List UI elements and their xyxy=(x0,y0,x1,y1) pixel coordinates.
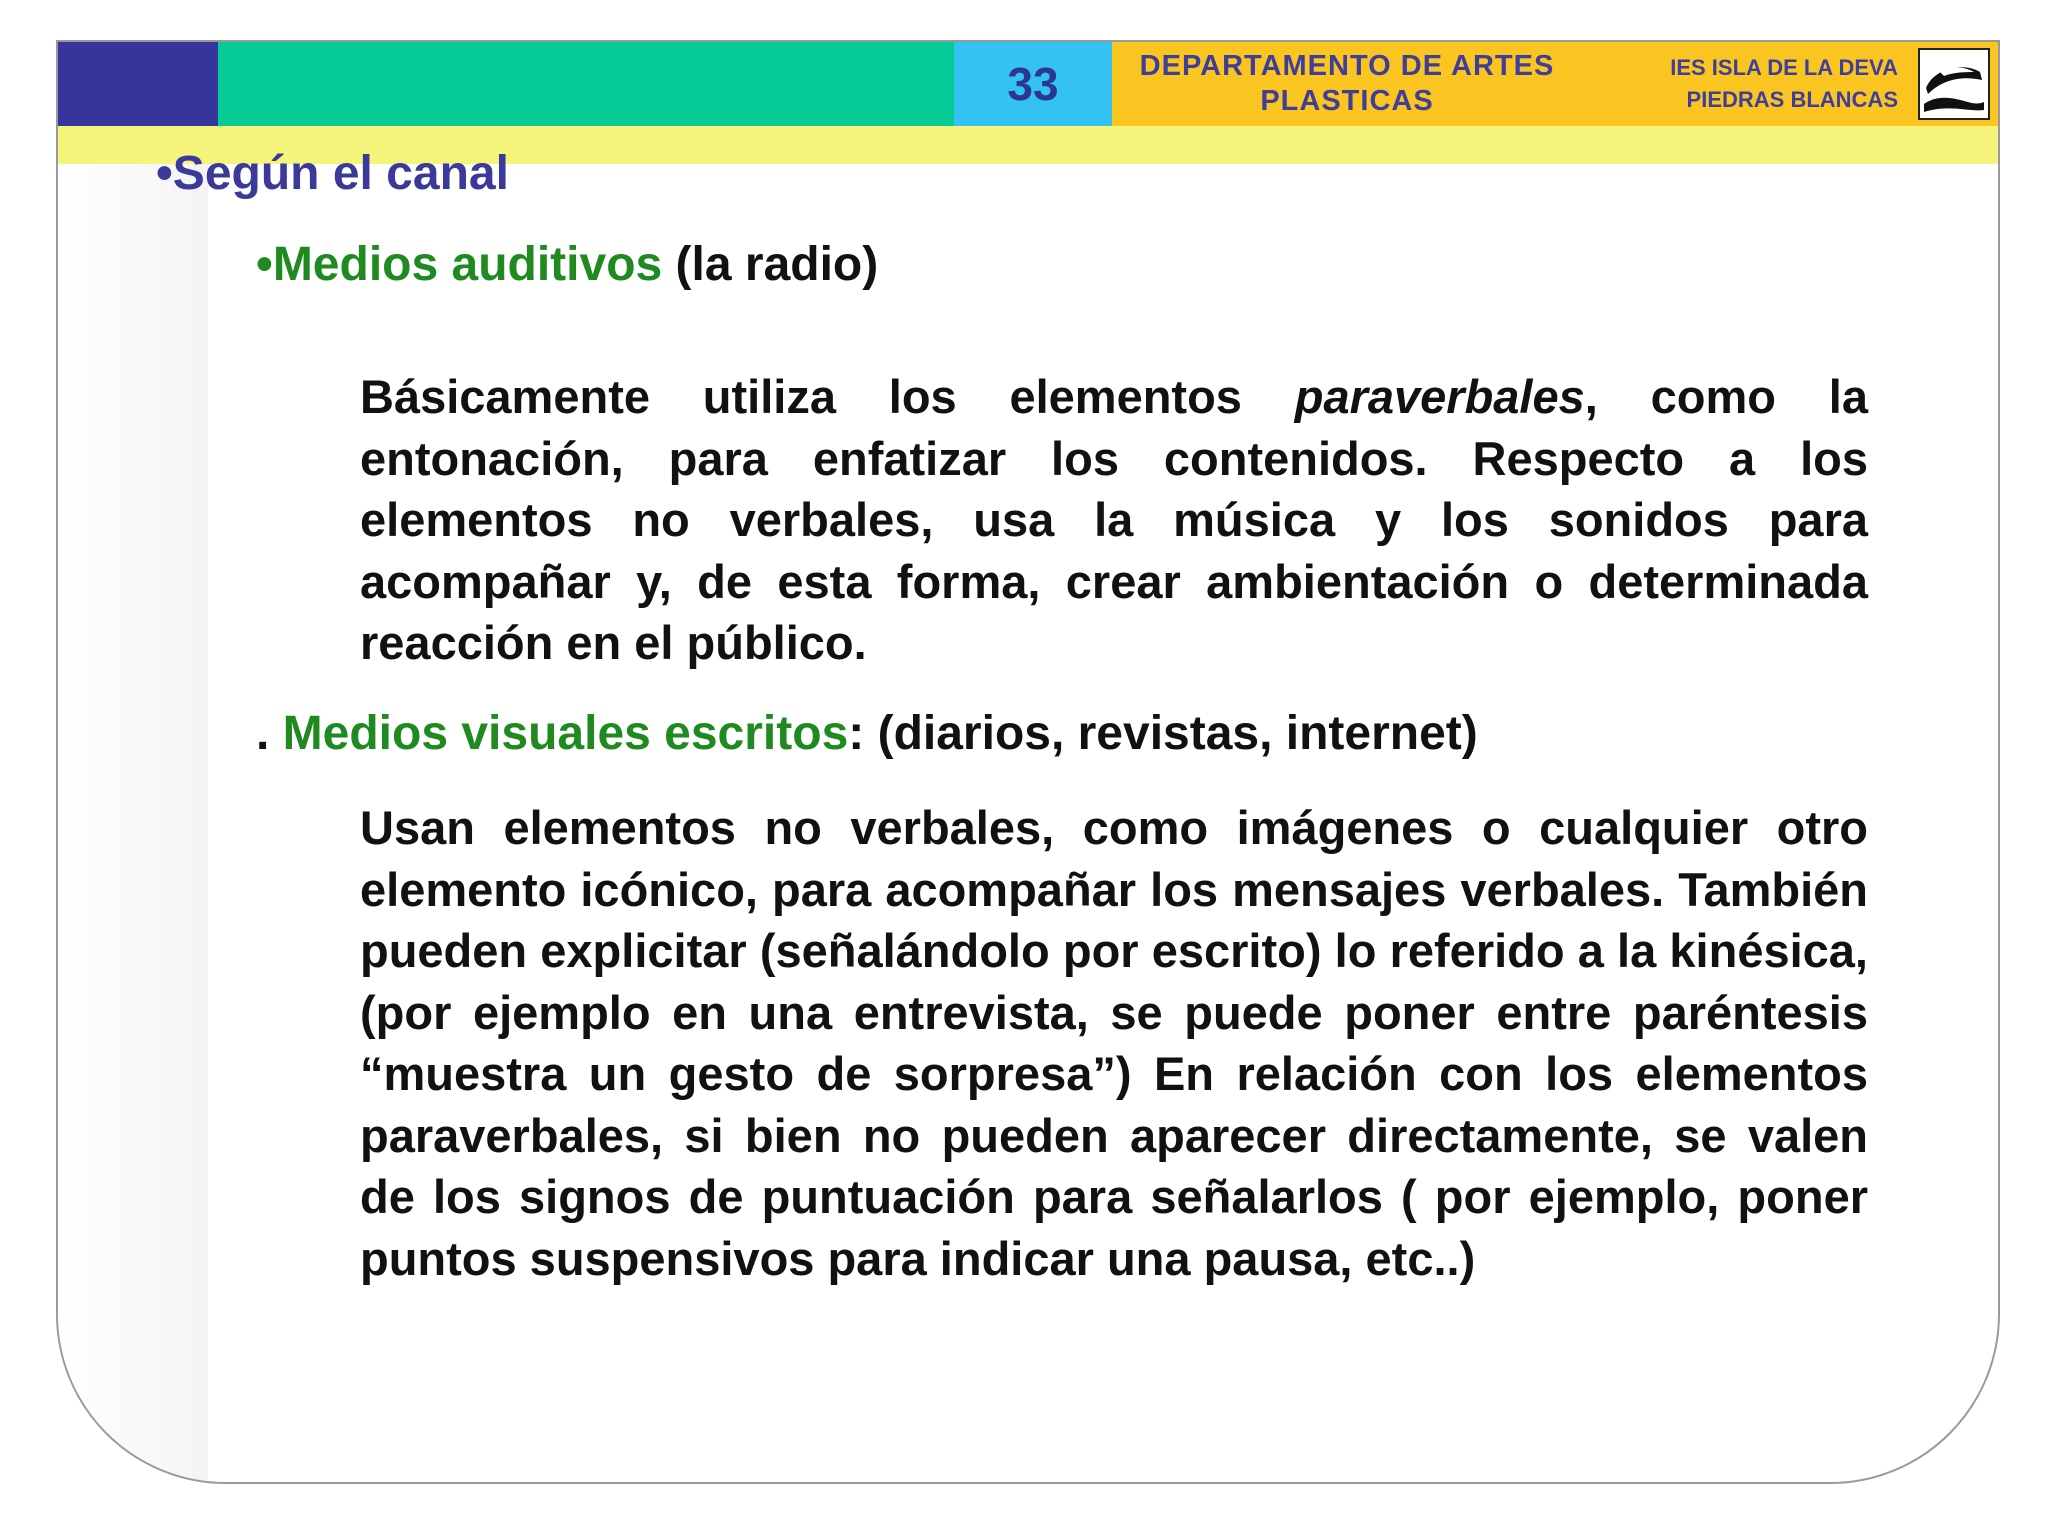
auditivos-rest: (la radio) xyxy=(662,238,879,291)
school-line-2: PIEDRAS BLANCAS xyxy=(1686,87,1898,112)
auditivos-text-before: Básicamente utiliza los elementos xyxy=(360,370,1295,423)
department-line-1: DEPARTAMENTO DE ARTES xyxy=(1139,50,1555,82)
left-shade xyxy=(58,162,208,1482)
auditivos-text-after: , como la entonación, para enfatizar los contenidos. Respecto a los elementos no verbales, usa la música y los sonidos para acompañar y, de esta forma, crear ambientación o determinada reacción en el público. xyxy=(360,370,1868,669)
school-block xyxy=(1582,42,1998,126)
visuales-rest: : (diarios, revistas, internet) xyxy=(848,707,1478,760)
visuales-paragraph: Usan elementos no verbales, como imágenes o cualquier otro elemento icónico, para acompañar los mensajes verbales. También pueden explicitar (señalándolo por escrito) lo referido a la kinésica, (por ejemplo en una entrevista, se puede poner entre paréntesis “muestra un gesto de sorpresa”) En relación con los elementos paraverbales, si bien no pueden aparecer directamente, se valen de los signos de puntuación para señalarlos ( por ejemplo, poner puntos suspensivos para indicar una pausa, etc..) xyxy=(360,801,1868,1285)
visuales-heading xyxy=(256,706,1478,761)
header-green-block xyxy=(218,42,954,126)
auditivos-term: Medios auditivos xyxy=(272,238,663,291)
auditivos-paragraph xyxy=(360,366,1868,674)
auditivos-bullet: • xyxy=(256,238,273,291)
visuales-term: Medios visuales escritos xyxy=(282,707,849,760)
header-navy-block xyxy=(58,42,218,126)
section-title: •Según el canal xyxy=(156,147,509,200)
slide-number: 33 xyxy=(954,42,1112,126)
slide-header xyxy=(58,42,1998,126)
auditivos-text-italic: paraverbales xyxy=(1294,370,1585,423)
school-line-1: IES ISLA DE LA DEVA xyxy=(1670,55,1898,80)
auditivos-heading xyxy=(256,237,878,292)
department-title xyxy=(1112,42,1582,126)
school-logo-icon xyxy=(1918,48,1990,120)
visuales-prefix: . xyxy=(256,707,283,760)
school-name xyxy=(1670,52,1898,116)
department-line-2: PLASTICAS xyxy=(1260,85,1434,117)
